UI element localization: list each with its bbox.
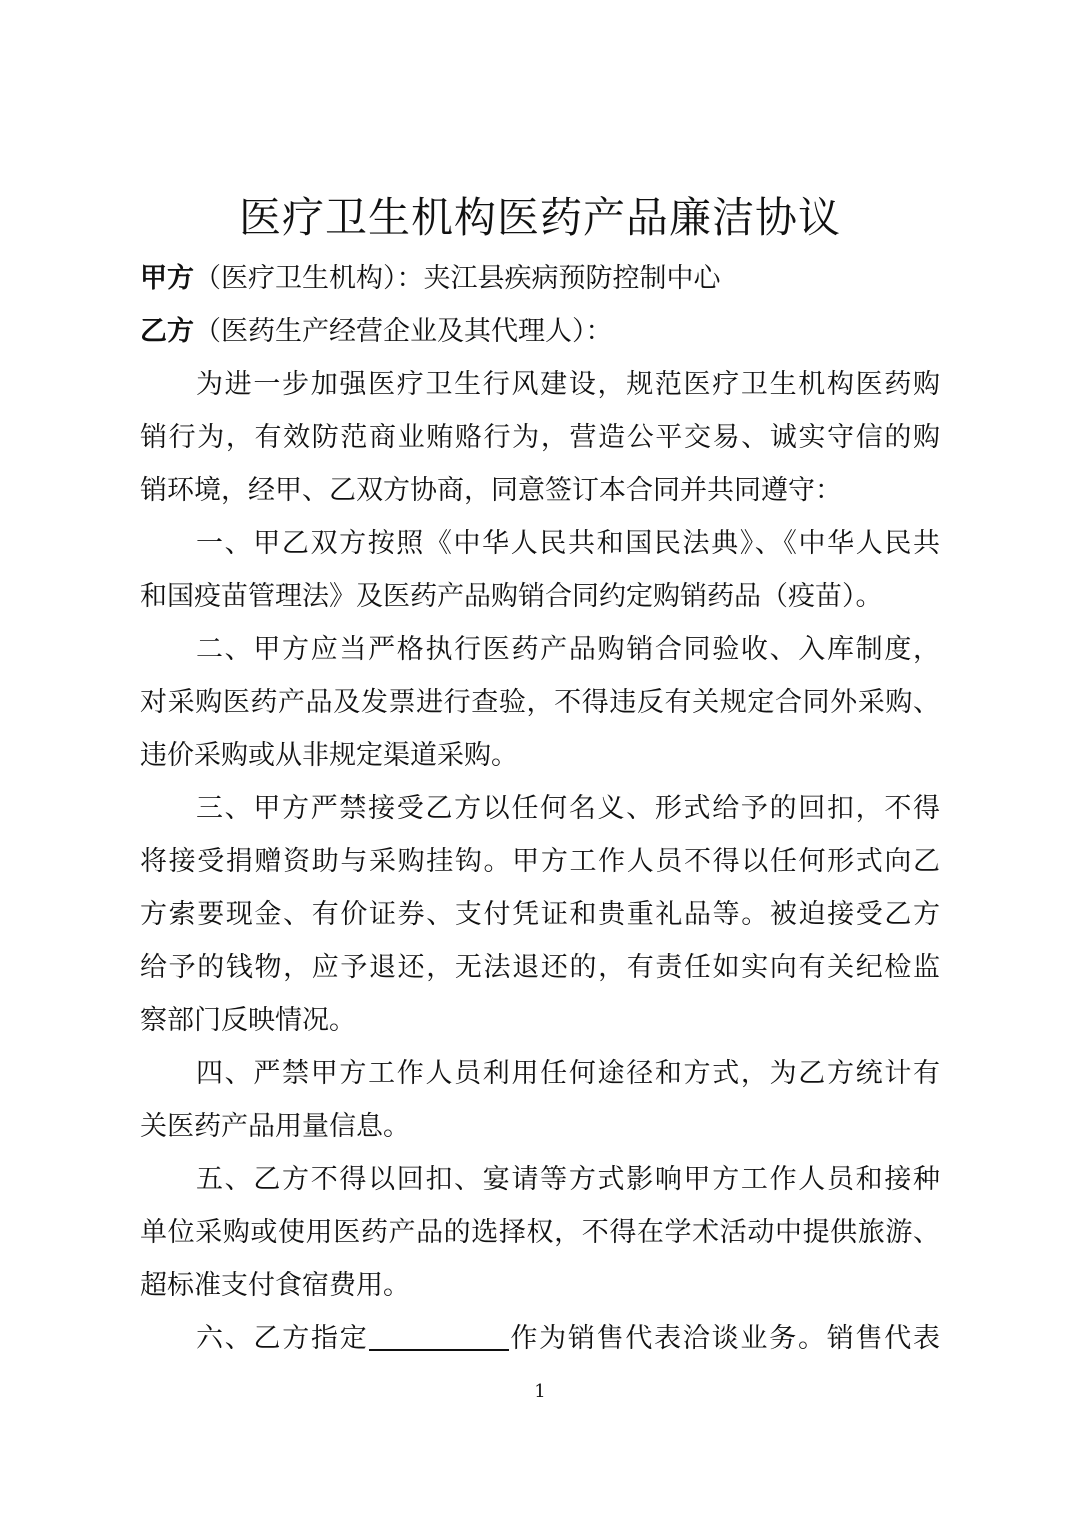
clause-2-line-1: 二、甲方应当严格执行医药产品购销合同验收、入库制度，	[196, 634, 940, 665]
clause-2-line-3: 违价采购或从非规定渠道采购。	[140, 740, 518, 771]
clause-3-line-1: 三、甲方严禁接受乙方以任何名义、形式给予的回扣，不得	[196, 793, 940, 824]
clause-3-line-2: 将接受捐赠资助与采购挂钩。甲方工作人员不得以任何形式向乙	[140, 846, 940, 877]
intro-line-1: 为进一步加强医疗卫生行风建设，规范医疗卫生机构医药购	[196, 369, 940, 400]
intro-line-3: 销环境，经甲、乙双方协商，同意签订本合同并共同遵守：	[140, 475, 842, 506]
party-a-line	[140, 261, 940, 297]
clause-4-line-2: 关医药产品用量信息。	[140, 1111, 410, 1142]
clause-4-line-1: 四、严禁甲方工作人员利用任何途径和方式，为乙方统计有	[196, 1058, 940, 1089]
clause-5-line-3: 超标准支付食宿费用。	[140, 1270, 410, 1301]
party-b-label: 乙方	[140, 316, 194, 347]
party-a-desc: （医疗卫生机构）：	[194, 263, 424, 294]
clause-3-line-4: 给予的钱物，应予退还，无法退还的，有责任如实向有关纪检监	[140, 952, 940, 983]
party-b-line	[140, 314, 940, 350]
document-title: 医疗卫生机构医药产品廉洁协议	[238, 193, 841, 242]
party-b-desc: （医药生产经营企业及其代理人）：	[194, 316, 613, 347]
clause-2-line-2: 对采购医药产品及发票进行查验，不得违反有关规定合同外采购、	[140, 687, 940, 718]
party-a-value: 夹江县疾病预防控制中心	[423, 263, 721, 294]
intro-line-2: 销行为，有效防范商业贿赂行为，营造公平交易、诚实守信的购	[140, 422, 940, 453]
clause-1-line-1: 一、甲乙双方按照《中华人民共和国民法典》、《中华人民共	[196, 528, 940, 559]
party-a-label: 甲方	[140, 263, 194, 294]
clause-6-before: 六、乙方指定	[196, 1323, 369, 1354]
clause-5-line-1: 五、乙方不得以回扣、宴请等方式影响甲方工作人员和接种	[196, 1164, 940, 1195]
clause-6-after: 作为销售代表洽谈业务。销售代表	[508, 1323, 941, 1354]
page-number: 1	[534, 1381, 546, 1402]
clause-6-line-1	[196, 1321, 940, 1357]
clause-3-line-5: 察部门反映情况。	[140, 1005, 356, 1036]
clause-3-line-3: 方索要现金、有价证券、支付凭证和贵重礼品等。被迫接受乙方	[140, 899, 940, 930]
sales-rep-blank-field[interactable]	[369, 1321, 509, 1351]
clause-1-line-2: 和国疫苗管理法》及医药产品购销合同约定购销药品（疫苗）。	[140, 581, 883, 612]
clause-5-line-2: 单位采购或使用医药产品的选择权，不得在学术活动中提供旅游、	[140, 1217, 940, 1248]
